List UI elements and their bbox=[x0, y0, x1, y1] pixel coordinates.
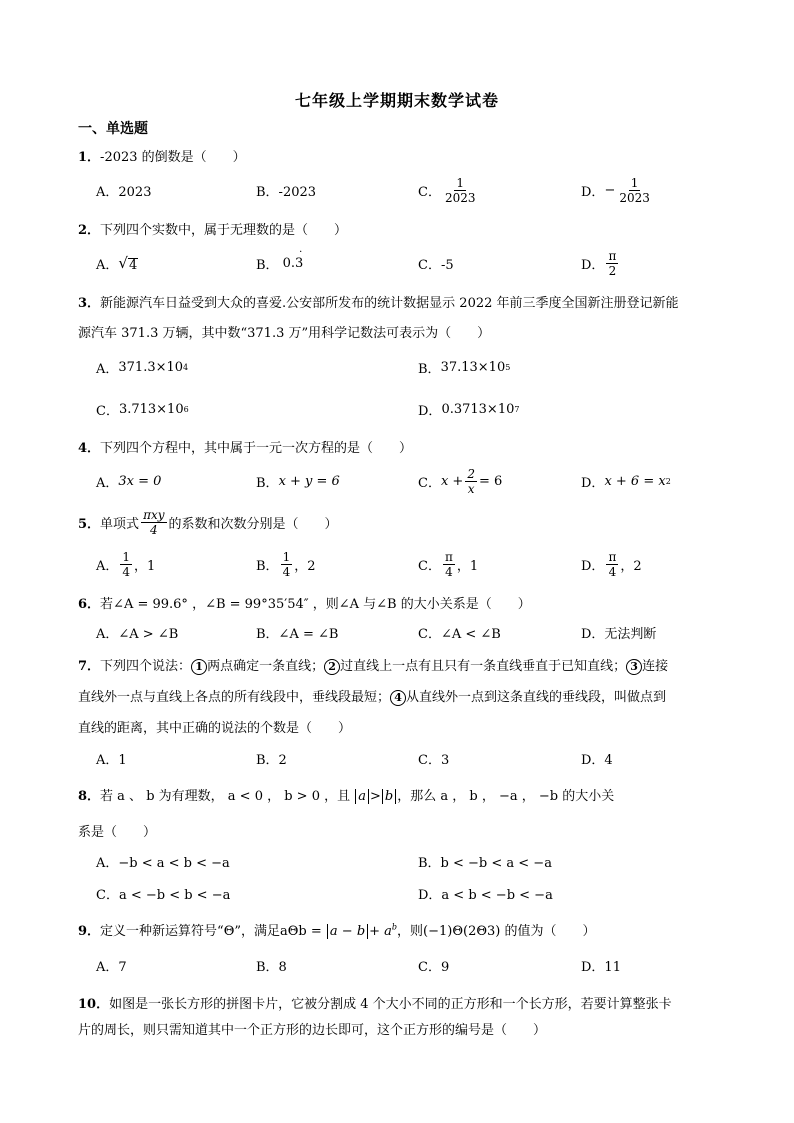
monomial-fraction bbox=[141, 508, 166, 537]
option-label: B． bbox=[256, 475, 279, 491]
statement-1: 两点确定一条直线； bbox=[207, 659, 325, 674]
option-c: C．∠A < ∠B bbox=[418, 626, 501, 642]
numerator: πxy bbox=[143, 508, 165, 522]
question-4 bbox=[78, 437, 412, 456]
option-a bbox=[96, 549, 156, 579]
denominator: 4 bbox=[445, 564, 453, 579]
option-a: A．∠A > ∠B bbox=[96, 626, 179, 642]
denominator: 2023 bbox=[444, 190, 476, 205]
option-label: B． bbox=[418, 361, 441, 377]
question-7-options bbox=[96, 746, 736, 770]
question-text-post: 的系数和次数分别是（ ） bbox=[168, 517, 338, 532]
numerator: 1 bbox=[630, 175, 639, 190]
question-10-line-2: 片的周长，则只需知道其中一个正方形的边长即可，这个正方形的编号是（ ） bbox=[78, 1023, 547, 1038]
option-b bbox=[418, 355, 510, 379]
exponent: 7 bbox=[514, 404, 520, 414]
option-b: B．-2023 bbox=[256, 184, 317, 200]
question-text: 若 a 、 b 为有理数， a < 0 ， b > 0 ，且 bbox=[100, 789, 351, 804]
question-9-options bbox=[96, 953, 736, 977]
option-b bbox=[256, 469, 340, 493]
option-d: D．11 bbox=[581, 959, 621, 975]
question-number: 8． bbox=[78, 789, 101, 804]
statement-2: 过直线上一点有且只有一条直线垂直于已知直线； bbox=[340, 659, 627, 674]
numerator: 2 bbox=[467, 466, 475, 481]
expr-prefix: x + bbox=[440, 473, 464, 489]
expr-suffix: = 6 bbox=[478, 473, 503, 489]
question-text: 新能源汽车日益受到大众的喜爱.公安部所发布的统计数据显示 2022 年前三季度全国新注册登记新能 bbox=[100, 296, 679, 311]
statement-3-end: 直线外一点与直线上各点的所有线段中，垂线段最短； bbox=[78, 690, 391, 705]
question-5-options bbox=[96, 549, 736, 579]
option-c bbox=[418, 466, 503, 496]
option-label: C． bbox=[96, 403, 119, 419]
question-1 bbox=[78, 146, 246, 165]
numerator: 1 bbox=[456, 175, 465, 190]
question-8-options-row-2 bbox=[96, 881, 736, 905]
option-b bbox=[256, 246, 304, 275]
question-text: 定义一种新运算符号“Θ”，满足aΘb = bbox=[100, 924, 322, 939]
option-value: 37.13×10 bbox=[440, 359, 506, 375]
fraction bbox=[281, 550, 293, 579]
question-number: 1． bbox=[78, 150, 101, 165]
question-text-cont: ，那么 a ， b ， −a ， −b 的大小关 bbox=[397, 789, 615, 804]
numerator: π bbox=[608, 549, 617, 564]
option-a bbox=[96, 355, 188, 379]
option-a: A．1 bbox=[96, 752, 127, 768]
question-text: 下列四个方程中，其中属于一元一次方程的是（ ） bbox=[100, 441, 413, 456]
question-3-line-2: 源汽车 371.3 万辆，其中数“371.3 万”用科学记数法可表示为（ ） bbox=[78, 326, 491, 341]
question-3-options-row-1 bbox=[96, 355, 736, 379]
fraction bbox=[606, 249, 618, 278]
numerator: 1 bbox=[122, 549, 131, 564]
denominator: 2 bbox=[608, 263, 617, 278]
option-c bbox=[418, 175, 480, 205]
question-8 bbox=[78, 785, 614, 804]
question-number: 3． bbox=[78, 296, 101, 311]
denominator: 2023 bbox=[619, 190, 650, 205]
option-a bbox=[96, 469, 161, 493]
section-heading: 一、单选题 bbox=[78, 121, 148, 137]
option-label: A． bbox=[96, 475, 119, 491]
option-label: D． bbox=[581, 475, 605, 491]
option-label: D． bbox=[581, 257, 605, 273]
fraction bbox=[606, 550, 618, 579]
exponent: 4 bbox=[183, 362, 189, 372]
statement-4-start: 从直线外一点到这条直线的垂线段，叫做点到 bbox=[406, 690, 667, 705]
question-text-cont: ，则(−1)Θ(2Θ3) 的值为（ ） bbox=[397, 924, 596, 939]
option-c: C．3 bbox=[418, 752, 450, 768]
question-2 bbox=[78, 219, 347, 238]
option-suffix: ，1 bbox=[456, 558, 479, 574]
option-label: B． bbox=[256, 257, 279, 273]
option-value: x + y = 6 bbox=[278, 473, 340, 489]
question-5 bbox=[78, 508, 338, 537]
option-a: A．−b < a < b < −a bbox=[96, 855, 230, 871]
option-d bbox=[581, 175, 654, 205]
option-c bbox=[418, 549, 479, 579]
option-suffix: ，1 bbox=[134, 558, 156, 574]
absolute-value: a − b bbox=[327, 924, 368, 939]
option-c: C．9 bbox=[418, 959, 450, 975]
plus-term: + a bbox=[369, 924, 392, 939]
denominator: x bbox=[467, 481, 475, 496]
numerator: 1 bbox=[282, 549, 291, 564]
option-suffix: ，2 bbox=[294, 558, 316, 574]
question-text: 下列四个说法： bbox=[100, 659, 192, 674]
option-value: 371.3×10 bbox=[118, 359, 184, 375]
numerator: π bbox=[444, 549, 453, 564]
denominator: 4 bbox=[149, 523, 158, 537]
fraction bbox=[617, 176, 652, 205]
option-value: x + 6 = x bbox=[604, 473, 666, 489]
option-a bbox=[96, 251, 138, 275]
question-text: 下列四个实数中，属于无理数的是（ ） bbox=[100, 223, 348, 238]
circled-number: 4 bbox=[390, 690, 406, 706]
option-label: B． bbox=[256, 558, 279, 574]
square-root bbox=[118, 254, 138, 272]
option-a: A．7 bbox=[96, 959, 127, 975]
option-d: D．无法判断 bbox=[581, 626, 657, 642]
option-value: 3.713×10 bbox=[118, 401, 184, 417]
question-text: 若∠A = 99.6° ，∠B = 99°35′54″ ，则∠A 与∠B 的大小关系是（ ） bbox=[100, 597, 531, 612]
option-d bbox=[581, 248, 620, 278]
question-number: 5． bbox=[78, 517, 101, 532]
option-label: A． bbox=[96, 361, 119, 377]
option-label: D． bbox=[581, 184, 605, 200]
question-number: 7． bbox=[78, 659, 101, 674]
question-8-options-row-1 bbox=[96, 849, 736, 873]
question-number: 9． bbox=[78, 924, 101, 939]
option-label: C． bbox=[418, 475, 441, 491]
question-text: -2023 的倒数是（ ） bbox=[100, 150, 246, 165]
circled-number: 3 bbox=[626, 659, 642, 675]
question-3 bbox=[78, 292, 679, 311]
question-6 bbox=[78, 593, 531, 612]
numerator: π bbox=[608, 248, 617, 263]
fraction bbox=[120, 550, 132, 579]
option-label: A． bbox=[96, 257, 119, 273]
option-b: B．b < −b < a < −a bbox=[418, 855, 552, 871]
option-b: B．2 bbox=[256, 752, 287, 768]
question-3-options-row-2 bbox=[96, 397, 736, 421]
exponent: 2 bbox=[665, 476, 671, 486]
statement-3-start: 连接 bbox=[642, 659, 669, 674]
absolute-value: a bbox=[355, 789, 369, 804]
option-value: 0.3713×10 bbox=[441, 401, 515, 417]
question-6-options bbox=[96, 620, 736, 644]
fraction bbox=[443, 176, 478, 205]
question-2-options bbox=[96, 246, 736, 278]
option-b: B．8 bbox=[256, 959, 287, 975]
radicand: 4 bbox=[128, 258, 138, 273]
decimal-value: 0.3 bbox=[282, 255, 304, 271]
question-7 bbox=[78, 655, 668, 675]
option-d bbox=[581, 469, 671, 493]
option-label: D． bbox=[581, 558, 605, 574]
option-d bbox=[418, 397, 519, 421]
exponent: 5 bbox=[505, 362, 511, 372]
fraction bbox=[443, 550, 455, 579]
option-label: D． bbox=[418, 403, 442, 419]
question-1-options bbox=[96, 175, 736, 205]
repeating-decimal bbox=[282, 246, 304, 271]
option-c bbox=[96, 397, 189, 421]
option-label: C． bbox=[418, 184, 441, 200]
repeat-dot: · bbox=[299, 246, 303, 258]
question-number: 4． bbox=[78, 441, 101, 456]
denominator: 4 bbox=[122, 564, 131, 579]
fraction bbox=[465, 467, 477, 496]
option-value: 3x = 0 bbox=[118, 473, 162, 489]
question-7-line-3: 直线的距离，其中正确的说法的个数是（ ） bbox=[78, 721, 352, 736]
radical-icon: √ bbox=[118, 254, 128, 272]
question-9 bbox=[78, 920, 596, 939]
question-7-line-2 bbox=[78, 686, 666, 706]
question-number: 6． bbox=[78, 597, 101, 612]
question-4-options bbox=[96, 466, 736, 496]
minus-sign: − bbox=[604, 182, 616, 198]
circled-number: 2 bbox=[324, 659, 340, 675]
question-number: 10． bbox=[78, 997, 110, 1012]
denominator: 4 bbox=[608, 564, 617, 579]
question-text-pre: 单项式 bbox=[100, 517, 140, 532]
option-d: D．4 bbox=[581, 752, 613, 768]
exponent: b bbox=[391, 922, 398, 932]
absolute-value: b bbox=[382, 789, 396, 804]
option-d bbox=[581, 549, 642, 579]
exam-title: 七年级上学期期末数学试卷 bbox=[294, 91, 499, 110]
option-b bbox=[256, 549, 316, 579]
option-a: A．2023 bbox=[96, 184, 152, 200]
question-number: 2． bbox=[78, 223, 101, 238]
option-c: C．a < −b < b < −a bbox=[96, 887, 231, 903]
question-10 bbox=[78, 993, 672, 1012]
option-c: C．-5 bbox=[418, 257, 454, 273]
circled-number: 1 bbox=[191, 659, 207, 675]
option-label: A． bbox=[96, 558, 119, 574]
comparison-sign: > bbox=[370, 789, 381, 804]
option-b: B．∠A = ∠B bbox=[256, 626, 339, 642]
question-8-line-2: 系是（ ） bbox=[78, 825, 157, 840]
denominator: 4 bbox=[282, 564, 291, 579]
option-label: C． bbox=[418, 558, 441, 574]
option-d: D．a < b < −b < −a bbox=[418, 887, 553, 903]
question-text: 如图是一张长方形的拼图卡片，它被分割成 4 个大小不同的正方形和一个长方形，若要计算整张卡 bbox=[109, 997, 672, 1012]
exponent: 6 bbox=[183, 404, 189, 414]
option-suffix: ，2 bbox=[620, 558, 642, 574]
